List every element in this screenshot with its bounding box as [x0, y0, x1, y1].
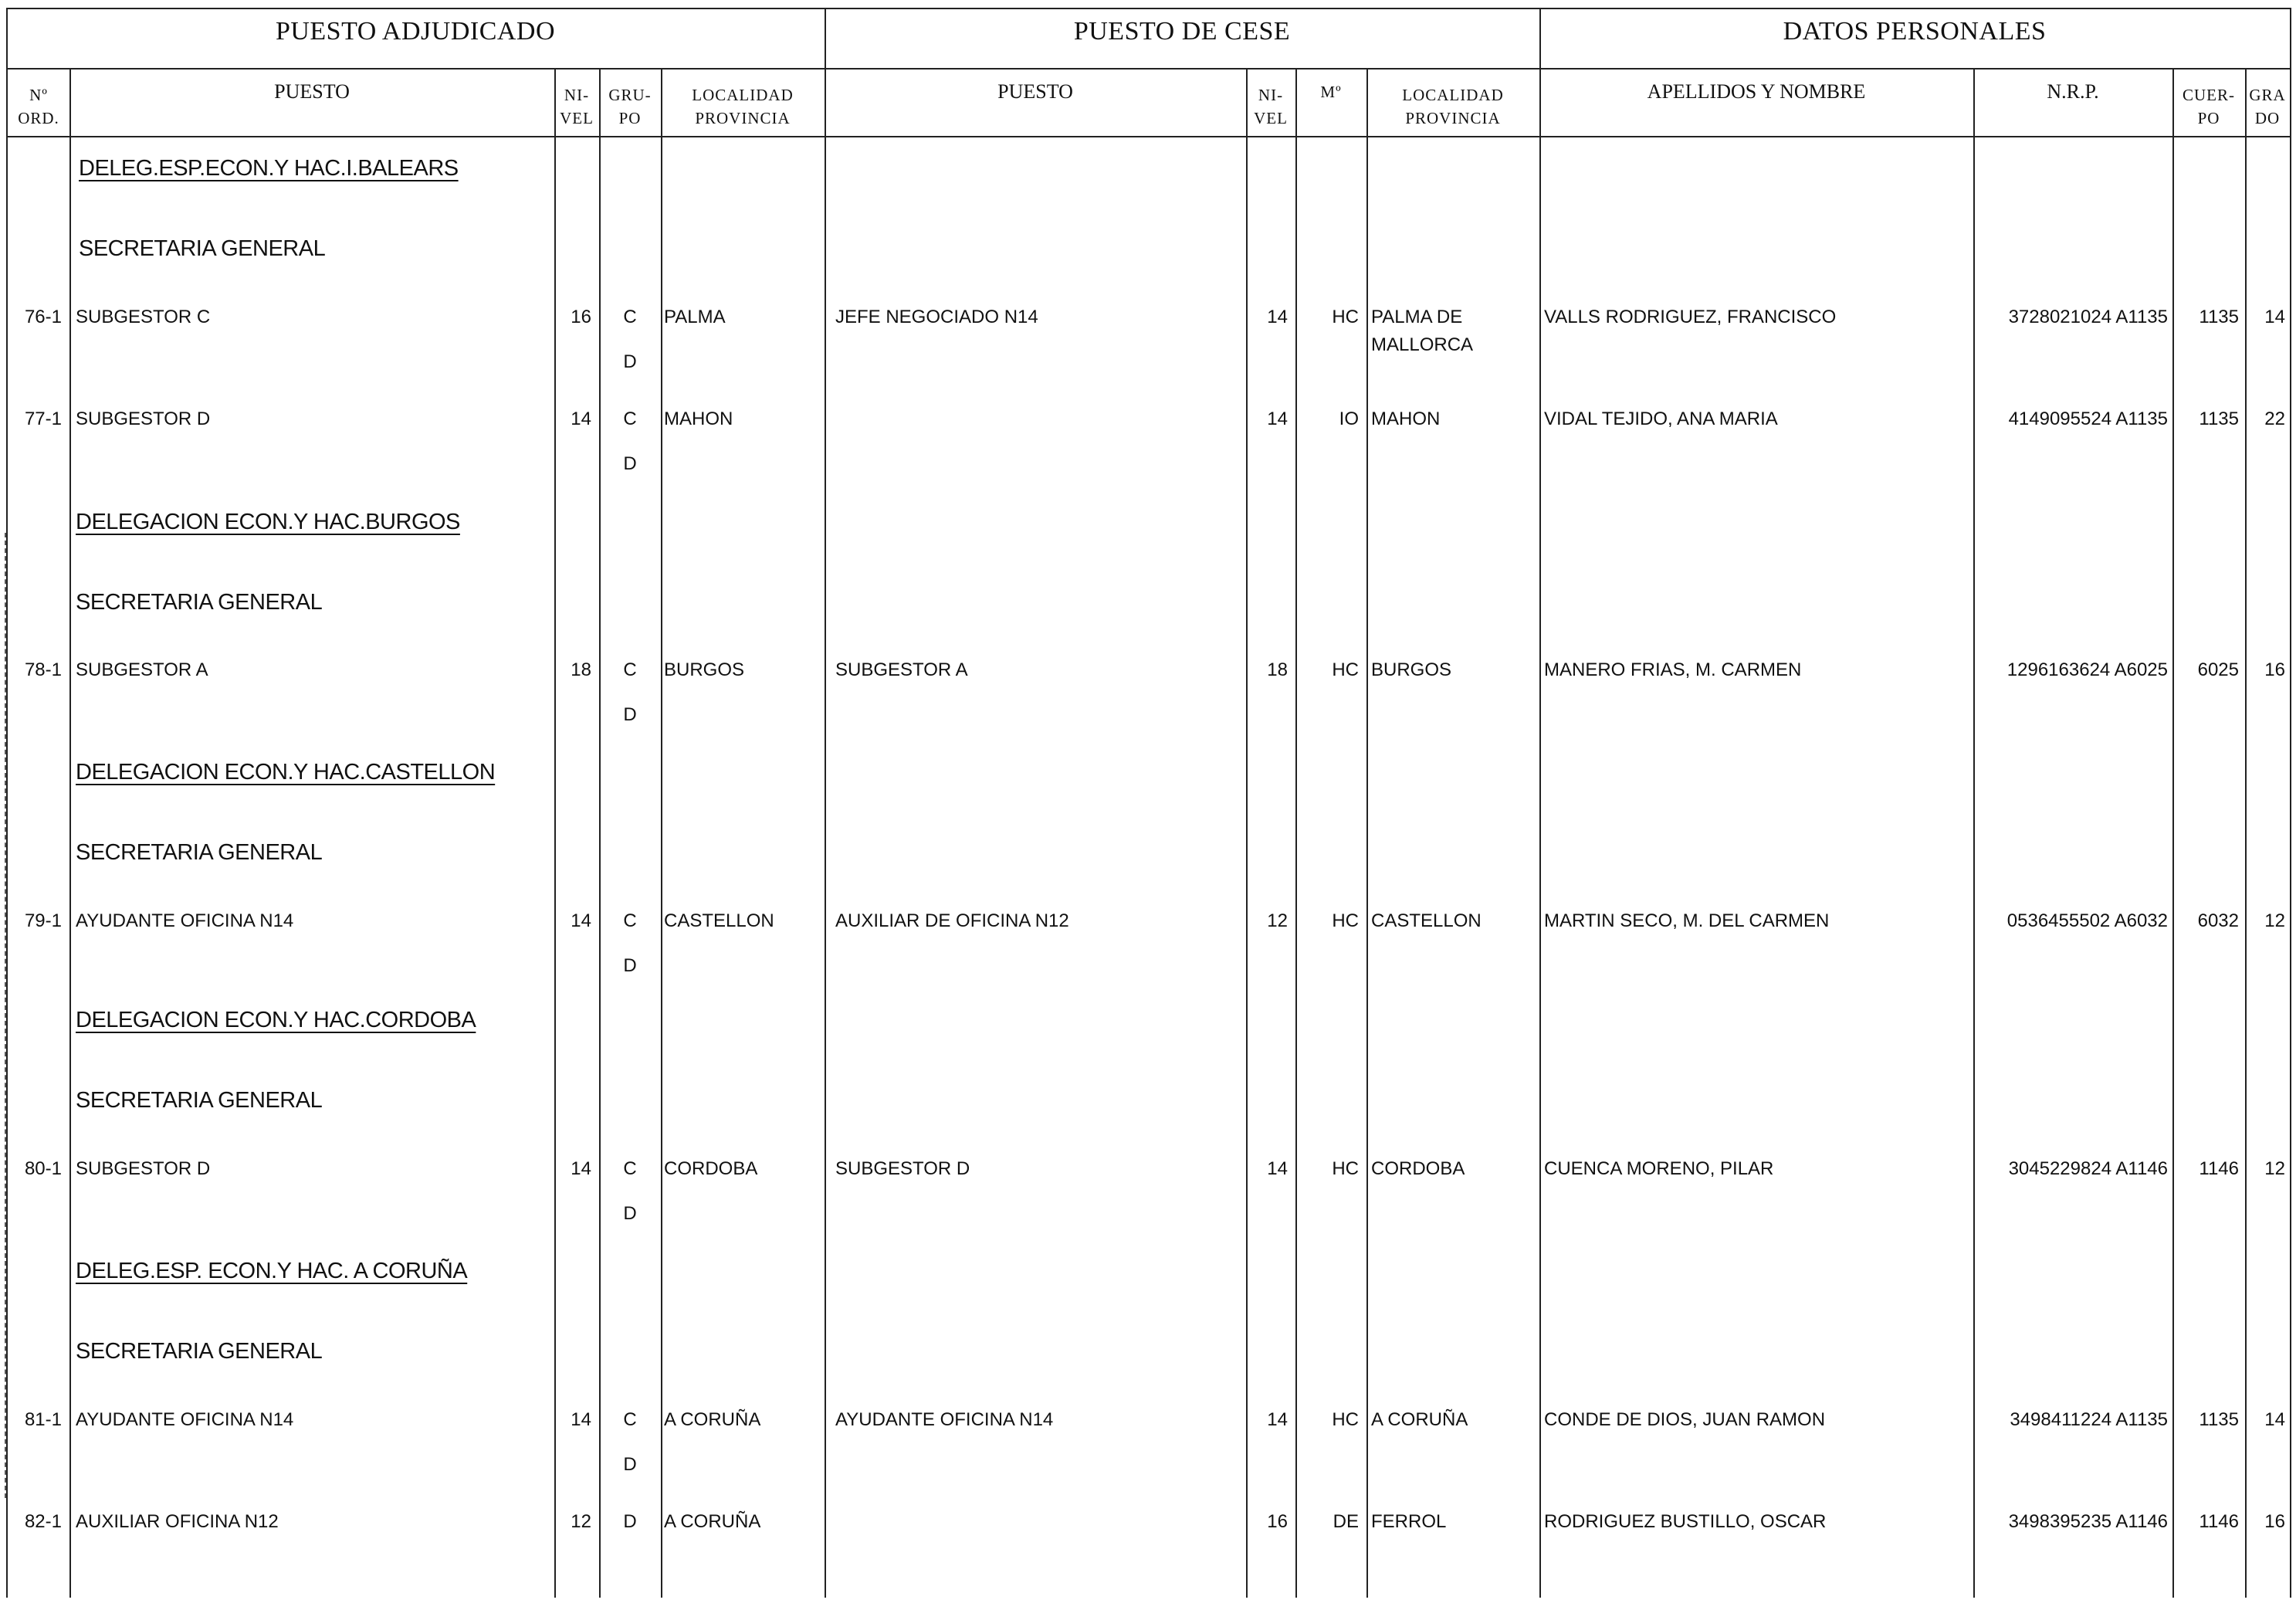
col-header-grado: GRA DO [2249, 86, 2286, 127]
cell-m: IO [1339, 408, 1359, 429]
col-header-m: Mº [1320, 83, 1342, 101]
cell-localidad-cese-line2: MALLORCA [1371, 334, 1474, 355]
col-header-nrp: N.R.P. [2047, 80, 2099, 103]
group-header-puesto-adjudicado: PUESTO ADJUDICADO [275, 17, 556, 46]
col-header-puesto: PUESTO [274, 80, 350, 103]
cell-localidad: CASTELLON [664, 910, 774, 931]
margin-dashes [5, 533, 6, 1498]
cell-puesto: SUBGESTOR D [76, 1158, 211, 1179]
cell-nivel: 12 [571, 1511, 591, 1532]
cell-grupo-line2: D [623, 1203, 637, 1224]
cell-n-ord: 77-1 [24, 408, 62, 429]
cell-nivel: 14 [571, 1409, 591, 1430]
cell-grupo-line2: D [623, 351, 637, 372]
group-header-datos-personales: DATOS PERSONALES [1783, 17, 2047, 46]
cell-nivel: 14 [571, 910, 591, 931]
cell-grado: 14 [2264, 1409, 2285, 1430]
cell-m: DE [1333, 1511, 1359, 1532]
section-secretaria: SECRETARIA GENERAL [79, 236, 326, 261]
group-header-puesto-de-cese: PUESTO DE CESE [1073, 17, 1291, 46]
group-divider-2 [1539, 8, 1541, 1598]
col-header-grupo: GRU- PO [608, 86, 652, 127]
cell-grupo: C [623, 1158, 637, 1179]
cell-puesto: AYUDANTE OFICINA N14 [76, 1409, 294, 1430]
cell-grupo-line2: D [623, 955, 637, 976]
col-divider [1366, 68, 1368, 1598]
section-delegacion: DELEGACION ECON.Y HAC.CORDOBA [76, 1008, 476, 1032]
cell-n-ord: 76-1 [24, 307, 62, 327]
cell-cuerpo: 1135 [2199, 1409, 2239, 1430]
cell-localidad: A CORUÑA [664, 1409, 761, 1430]
cell-nivel-cese: 14 [1267, 307, 1288, 327]
cell-localidad: PALMA [664, 307, 726, 327]
cell-localidad-cese: MAHON [1371, 408, 1441, 429]
cell-puesto: SUBGESTOR A [76, 659, 208, 680]
group-divider-1 [825, 8, 826, 1598]
cell-localidad-cese: BURGOS [1371, 659, 1452, 680]
cell-nrp: 0536455502 A6032 [2006, 910, 2168, 931]
cell-grupo: C [623, 307, 637, 327]
cell-nrp: 1296163624 A6025 [2006, 659, 2168, 680]
cell-puesto-cese: AUXILIAR DE OFICINA N12 [835, 910, 1069, 931]
cell-apellidos-nombre: MANERO FRIAS, M. CARMEN [1544, 659, 1802, 680]
cell-grupo: C [623, 659, 637, 680]
cell-cuerpo: 6032 [2197, 910, 2239, 931]
right-border [2290, 8, 2291, 1598]
cell-grupo-line2: D [623, 1454, 637, 1475]
col-divider [599, 68, 601, 1598]
col-divider [1295, 68, 1297, 1598]
section-delegacion: DELEG.ESP. ECON.Y HAC. A CORUÑA [76, 1259, 468, 1283]
cell-n-ord: 82-1 [24, 1511, 62, 1532]
cell-puesto-cese: SUBGESTOR A [835, 659, 968, 680]
cell-nrp: 3498395235 A1146 [2008, 1511, 2168, 1532]
cell-apellidos-nombre: VALLS RODRIGUEZ, FRANCISCO [1544, 307, 1837, 327]
col-divider [1246, 68, 1248, 1598]
cell-puesto: SUBGESTOR C [76, 307, 211, 327]
cell-apellidos-nombre: CUENCA MORENO, PILAR [1544, 1158, 1774, 1179]
cell-nrp: 3728021024 A1135 [2008, 307, 2168, 327]
cell-nivel: 18 [571, 659, 591, 680]
cell-nivel-cese: 16 [1267, 1511, 1288, 1532]
cell-apellidos-nombre: RODRIGUEZ BUSTILLO, OSCAR [1544, 1511, 1827, 1532]
cell-m: HC [1332, 1158, 1359, 1179]
cell-localidad: A CORUÑA [664, 1511, 761, 1532]
cell-cuerpo: 1146 [2199, 1158, 2239, 1179]
cell-grado: 16 [2264, 659, 2285, 680]
cell-grado: 12 [2264, 1158, 2285, 1179]
cell-grupo: D [623, 1511, 637, 1532]
cell-n-ord: 80-1 [24, 1158, 62, 1179]
cell-nivel: 16 [571, 307, 591, 327]
cell-m: HC [1332, 1409, 1359, 1430]
col-header-n-ord: Nº ORD. [18, 86, 59, 127]
col-header-cuerpo: CUER- PO [2183, 86, 2235, 127]
col-divider [69, 68, 71, 1598]
cell-grado: 12 [2264, 910, 2285, 931]
col-header-apellidos-nombre: APELLIDOS Y NOMBRE [1647, 80, 1866, 103]
cell-localidad-cese: PALMA DE [1371, 307, 1463, 327]
cell-nivel-cese: 14 [1267, 1409, 1288, 1430]
cell-grado: 16 [2264, 1511, 2285, 1532]
cell-nivel: 14 [571, 1158, 591, 1179]
col-divider [2172, 68, 2174, 1598]
cell-grado: 14 [2264, 307, 2285, 327]
cell-puesto: SUBGESTOR D [76, 408, 211, 429]
cell-grupo-line2: D [623, 704, 637, 725]
col-header-puesto-cese: PUESTO [997, 80, 1073, 103]
cell-localidad-cese: CORDOBA [1371, 1158, 1465, 1179]
cell-n-ord: 78-1 [24, 659, 62, 680]
col-divider [554, 68, 556, 1598]
col-divider [1973, 68, 1975, 1598]
cell-puesto-cese: AYUDANTE OFICINA N14 [835, 1409, 1054, 1430]
col-header-nivel-cese: NI- VEL [1254, 86, 1288, 127]
section-delegacion: DELEG.ESP.ECON.Y HAC.I.BALEARS [79, 156, 459, 181]
header-divider [6, 68, 2290, 69]
left-border [6, 8, 8, 1598]
column-header-bottom [6, 136, 2290, 137]
cell-nivel-cese: 18 [1267, 659, 1288, 680]
section-delegacion: DELEGACION ECON.Y HAC.BURGOS [76, 510, 460, 534]
cell-puesto: AUXILIAR OFICINA N12 [76, 1511, 279, 1532]
cell-cuerpo: 1135 [2199, 307, 2239, 327]
cell-n-ord: 79-1 [24, 910, 62, 931]
cell-apellidos-nombre: MARTIN SECO, M. DEL CARMEN [1544, 910, 1830, 931]
cell-puesto-cese: SUBGESTOR D [835, 1158, 970, 1179]
col-header-localidad-provincia: LOCALIDAD PROVINCIA [692, 86, 794, 127]
cell-cuerpo: 1135 [2199, 408, 2239, 429]
section-secretaria: SECRETARIA GENERAL [76, 1088, 323, 1113]
cell-grado: 22 [2264, 408, 2285, 429]
cell-cuerpo: 1146 [2199, 1511, 2239, 1532]
cell-grupo-line2: D [623, 453, 637, 474]
cell-cuerpo: 6025 [2197, 659, 2239, 680]
cell-nivel-cese: 14 [1267, 408, 1288, 429]
cell-apellidos-nombre: VIDAL TEJIDO, ANA MARIA [1544, 408, 1778, 429]
cell-nrp: 3045229824 A1146 [2008, 1158, 2168, 1179]
cell-localidad: CORDOBA [664, 1158, 758, 1179]
cell-n-ord: 81-1 [24, 1409, 62, 1430]
cell-puesto-cese: JEFE NEGOCIADO N14 [835, 307, 1038, 327]
cell-grupo: C [623, 1409, 637, 1430]
col-divider [661, 68, 662, 1598]
col-header-localidad-provincia-cese: LOCALIDAD PROVINCIA [1402, 86, 1504, 127]
cell-nivel: 14 [571, 408, 591, 429]
top-border [6, 8, 2290, 9]
cell-localidad-cese: CASTELLON [1371, 910, 1482, 931]
col-divider [2245, 68, 2247, 1598]
cell-grupo: C [623, 408, 637, 429]
section-delegacion: DELEGACION ECON.Y HAC.CASTELLON [76, 760, 496, 785]
cell-nivel-cese: 14 [1267, 1158, 1288, 1179]
cell-localidad-cese: FERROL [1371, 1511, 1447, 1532]
cell-nivel-cese: 12 [1267, 910, 1288, 931]
cell-m: HC [1332, 307, 1359, 327]
section-secretaria: SECRETARIA GENERAL [76, 1339, 323, 1364]
cell-grupo: C [623, 910, 637, 931]
cell-puesto: AYUDANTE OFICINA N14 [76, 910, 294, 931]
section-secretaria: SECRETARIA GENERAL [76, 590, 323, 615]
cell-localidad: BURGOS [664, 659, 745, 680]
cell-nrp: 3498411224 A1135 [2010, 1409, 2168, 1430]
cell-apellidos-nombre: CONDE DE DIOS, JUAN RAMON [1544, 1409, 1826, 1430]
cell-localidad: MAHON [664, 408, 733, 429]
cell-m: HC [1332, 659, 1359, 680]
cell-localidad-cese: A CORUÑA [1371, 1409, 1468, 1430]
cell-m: HC [1332, 910, 1359, 931]
cell-nrp: 4149095524 A1135 [2008, 408, 2168, 429]
section-secretaria: SECRETARIA GENERAL [76, 840, 323, 865]
col-header-nivel: NI- VEL [560, 86, 594, 127]
